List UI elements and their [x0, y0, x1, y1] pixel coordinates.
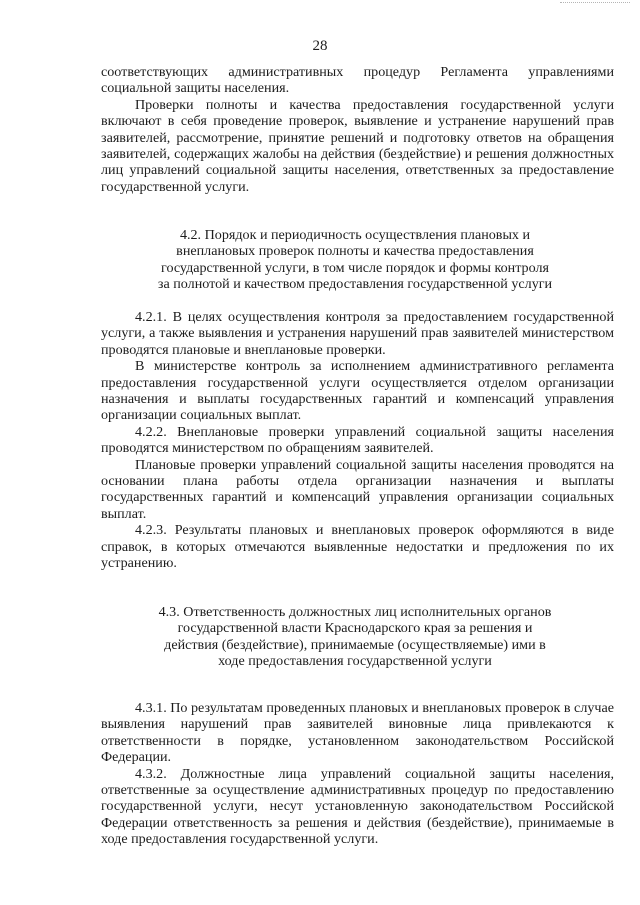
heading-line: ходе предоставления государственной услуги: [218, 653, 492, 670]
text-block-1: [101, 64, 614, 195]
heading-line: за полнотой и качеством предоставления государственной услуги: [157, 276, 553, 293]
section-heading-4-3: [120, 604, 590, 670]
text-block-3: [101, 700, 614, 848]
paragraph: 4.2.2. Внеплановые проверки управлений социальной защиты населения проводятся министерством по обращениям заявителей.: [101, 423, 614, 457]
paragraph: Плановые проверки управлений социальной защиты населения проводятся на основании плана работы отдела организации назначения и выплаты государственных гарантий и компенсаций управления организации социальных выплат.: [101, 456, 614, 522]
paragraph: 4.3.2. Должностные лица управлений социальной защиты населения, ответственные за осуществление административных процедур по предоставлению государственной услуги, несут установленную законодательством Российской Федерации ответственность за решения и действия (бездействие), принимаемые в ходе предоставления государственной услуги.: [101, 765, 614, 848]
heading-line: 4.2. Порядок и периодичность осуществления плановых и: [179, 227, 531, 243]
paragraph: 4.2.3. Результаты плановых и внеплановых проверок оформляются в виде справок, в которых отмечаются выявленные недостатки и предложения по их устранению.: [101, 522, 614, 572]
paragraph: 4.2.1. В целях осуществления контроля за предоставлением государственной услуги, а также выявления и устранения нарушений прав заявителей министерством проводятся плановые и внеплановые проверки.: [101, 309, 614, 358]
section-heading-4-2: [120, 227, 590, 293]
scan-artifact: [560, 2, 630, 7]
page-number: 28: [312, 38, 328, 54]
paragraph: Проверки полноты и качества предоставления государственной услуги включают в себя проведение проверок, выявление и устранение нарушений прав заявителей, рассмотрение, принятие решений и подготовку ответов на обращения заявителей, содержащих жалобы на действия (бездействие) и решения должностных лиц управлений социальной защиты населения, ответственных за предоставление государственной услуги.: [101, 96, 614, 195]
heading-line: государственной власти Краснодарского края за решения и: [177, 620, 533, 637]
heading-line: 4.3. Ответственность должностных лиц исполнительных органов: [158, 604, 552, 620]
paragraph: соответствующих административных процедур Регламента управлениями социальной защиты населения.: [101, 64, 614, 97]
heading-line: действия (бездействие), принимаемые (осуществляемые) ими в: [164, 636, 546, 653]
heading-line: внеплановых проверок полноты и качества предоставления: [176, 243, 534, 260]
paragraph: 4.3.1. По результатам проведенных плановых и внеплановых проверок в случае выявления нарушений прав заявителей виновные лица привлекаются к ответственности в порядке, установленном законодательством Российской Федерации.: [101, 700, 614, 766]
text-block-2: [101, 309, 614, 572]
paragraph: В министерстве контроль за исполнением административного регламента предоставления государственной услуги осуществляется отделом организации назначения и выплаты государственных гарантий и компенсаций управления организации социальных выплат.: [101, 358, 614, 424]
heading-line: государственной услуги, в том числе порядок и формы контроля: [161, 259, 549, 276]
